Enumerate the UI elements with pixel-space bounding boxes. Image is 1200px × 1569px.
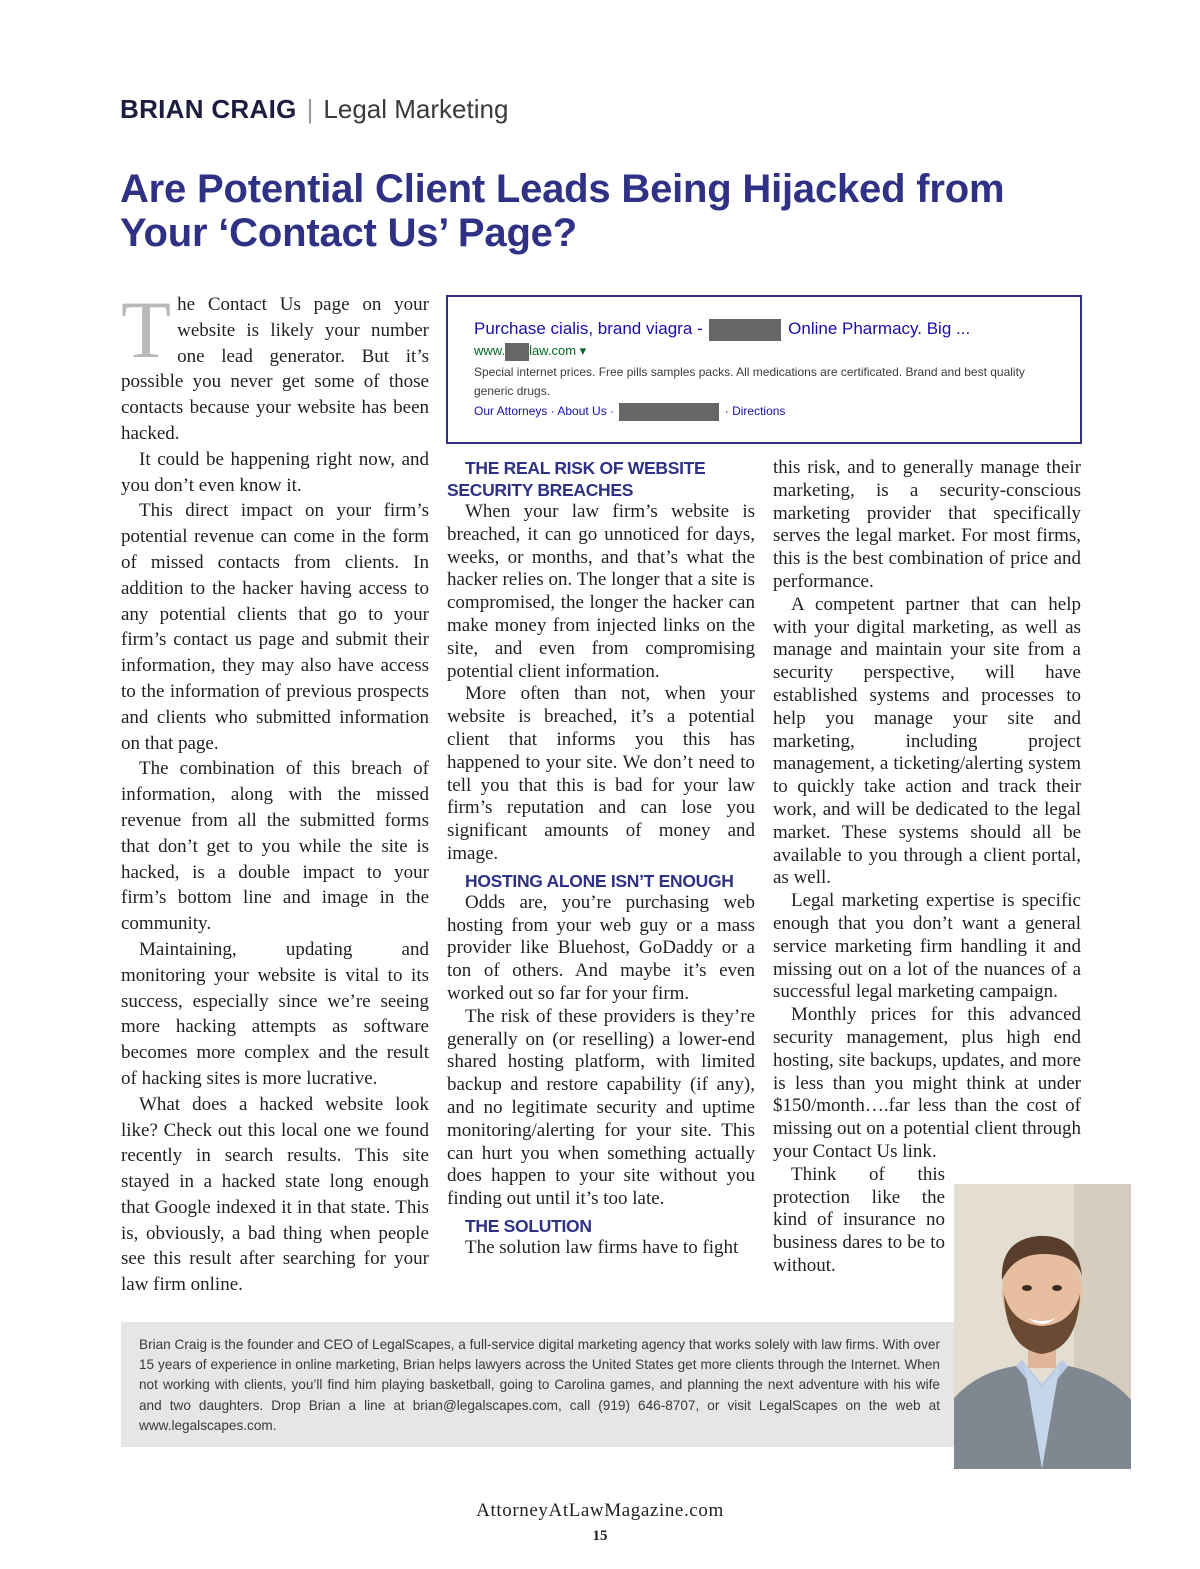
article-title: Are Potential Client Leads Being Hijacked from Your ‘Contact Us’ Page? bbox=[120, 167, 1005, 255]
drop-cap: T bbox=[121, 284, 172, 375]
intro-text: he Contact Us page on your website is likely your number one lead generator. But it’s possible you never get some of those contacts because your website has been hacked. bbox=[121, 294, 429, 444]
dropdown-arrow-icon[interactable]: ▾ bbox=[579, 343, 587, 358]
section-name: Legal Marketing bbox=[323, 93, 509, 124]
column-3 bbox=[773, 457, 1081, 1278]
body-paragraph: When your law firm’s website is breached, it can go unnoticed for days, weeks, or months, and that’s what the hacker relies on. The longer that a site is compromised, the longer the hacker can make money from injected links on the site, and even from compromising potential client information. bbox=[447, 501, 755, 682]
article-header bbox=[120, 92, 508, 126]
hacked-search-result bbox=[446, 295, 1082, 444]
author-portrait-illustration bbox=[954, 1184, 1131, 1469]
search-result-title[interactable] bbox=[474, 317, 1056, 341]
sitelinks-end: · Directions bbox=[724, 404, 786, 418]
search-result-title-end: Online Pharmacy. Big ... bbox=[788, 319, 971, 338]
body-paragraph: This direct impact on your firm’s potential revenue can come in the form of missed contacts from clients. In addition to the hacker having access to any potential clients that go to your firm’s contact us page and submit their information, they may also have access to the information of previous prospects and clients who submitted information on that page. bbox=[121, 500, 429, 754]
redaction-bar bbox=[505, 343, 529, 361]
redaction-bar bbox=[709, 319, 781, 341]
header-separator: | bbox=[306, 93, 314, 124]
body-paragraph: More often than not, when your website is breached, it’s a potential client that informs you this has happened to your site. We don’t need to tell you that this is bad for your law firm’s reputation and can lose you significant amounts of money and image. bbox=[447, 683, 755, 864]
search-result-url bbox=[474, 341, 1056, 361]
subheading-real-risk: THE REAL RISK OF WEBSITE SECURITY BREACHES bbox=[447, 458, 706, 500]
author-photo bbox=[954, 1184, 1131, 1469]
author-bio: Brian Craig is the founder and CEO of LegalScapes, a full-service digital marketing agency that works solely with law firms. With over 15 years of experience in online marketing, Brian helps lawyers across the United States get more clients through the Internet. When not working with clients, you’ll find him playing basketball, going to Carolina games, and planning the next adventure with his wife and two daughters. Drop Brian a line at brian@legalscapes.com, call (919) 646-8707, or visit LegalScapes on the web at www.legalscapes.com. bbox=[121, 1322, 954, 1447]
body-paragraph: A competent partner that can help with your digital marketing, as well as manage and maintain your site from a security perspective, will have established systems and processes to help you manage your site and marketing, including project management, a ticketing/alerting system to quickly take action and track their work, and will be dedicated to the legal market. These systems should all be available to you through a client portal, as well. bbox=[773, 593, 1081, 889]
body-paragraph: Think of this protection like the kind of insurance no business dares to be to without. bbox=[773, 1163, 945, 1276]
url-prefix: www. bbox=[474, 343, 506, 358]
sitelinks-start: Our Attorneys · About Us · bbox=[474, 404, 615, 418]
body-paragraph: The risk of these providers is they’re generally on (or reselling) a lower-end shared hosting platform, with limited backup and restore capability (if any), and no legitimate security and uptime monitoring/alerting for your site. This can hurt you when something actually does happen to your site without you finding out until it’s too late. bbox=[447, 1005, 755, 1210]
body-paragraph: this risk, and to generally manage their marketing, is a security-conscious marketing provider that specifically serves the legal market. For most firms, this is the best combination of price and performance. bbox=[773, 457, 1081, 592]
subheading-solution: THE SOLUTION bbox=[465, 1215, 592, 1236]
search-result-sitelinks[interactable] bbox=[474, 401, 1056, 421]
search-result-title-start: Purchase cialis, brand viagra - bbox=[474, 319, 703, 338]
subheading-hosting: HOSTING ALONE ISN’T ENOUGH bbox=[465, 870, 734, 891]
body-paragraph: Monthly prices for this advanced security management, plus high end hosting, site backups, updates, and more is less than you might think at under $150/month….far less than the cost of missing out on a potential client through your Contact Us link. bbox=[773, 1004, 1081, 1162]
body-paragraph: The combination of this breach of information, along with the missed revenue from all the submitted forms that don’t get to you while the site is hacked, is a double impact to your firm’s bottom line and image in the community. bbox=[121, 758, 429, 935]
page-number: 15 bbox=[592, 1528, 608, 1544]
search-result-snippet: Special internet prices. Free pills samples packs. All medications are certificated. Brand and best quality generic drugs. bbox=[474, 365, 1025, 398]
body-paragraph: Maintaining, updating and monitoring your website is vital to its success, especially since we’re seeing more hacking attempts as software becomes more complex and the result of hacking sites is more lucrative. bbox=[121, 938, 429, 1089]
body-paragraph: What does a hacked website look like? Check out this local one we found recently in search results. This site stayed in a hacked state long enough that Google indexed it in that state. This is, obviously, a bad thing when people see this result after searching for your law firm online. bbox=[121, 1093, 429, 1296]
column-1 bbox=[121, 284, 429, 1298]
body-paragraph: It could be happening right now, and you don’t even know it. bbox=[121, 448, 429, 496]
intro-paragraph bbox=[121, 284, 429, 447]
column-2 bbox=[447, 457, 755, 1260]
body-paragraph: Legal marketing expertise is specific enough that you don’t want a general service marketing firm handling it and missing out on a lot of the nuances of a successful legal marketing campaign. bbox=[773, 890, 1081, 1003]
footer-website: AttorneyAtLawMagazine.com bbox=[476, 1500, 724, 1521]
redaction-bar bbox=[619, 403, 719, 421]
body-paragraph: The solution law firms have to fight bbox=[465, 1236, 739, 1258]
author-name: BRIAN CRAIG bbox=[120, 93, 297, 124]
url-suffix: law.com bbox=[529, 343, 577, 358]
body-paragraph: Odds are, you’re purchasing web hosting from your web guy or a mass provider like Bluehost, GoDaddy or a ton of others. And maybe it’s even worked out so far for your firm. bbox=[447, 891, 755, 1004]
